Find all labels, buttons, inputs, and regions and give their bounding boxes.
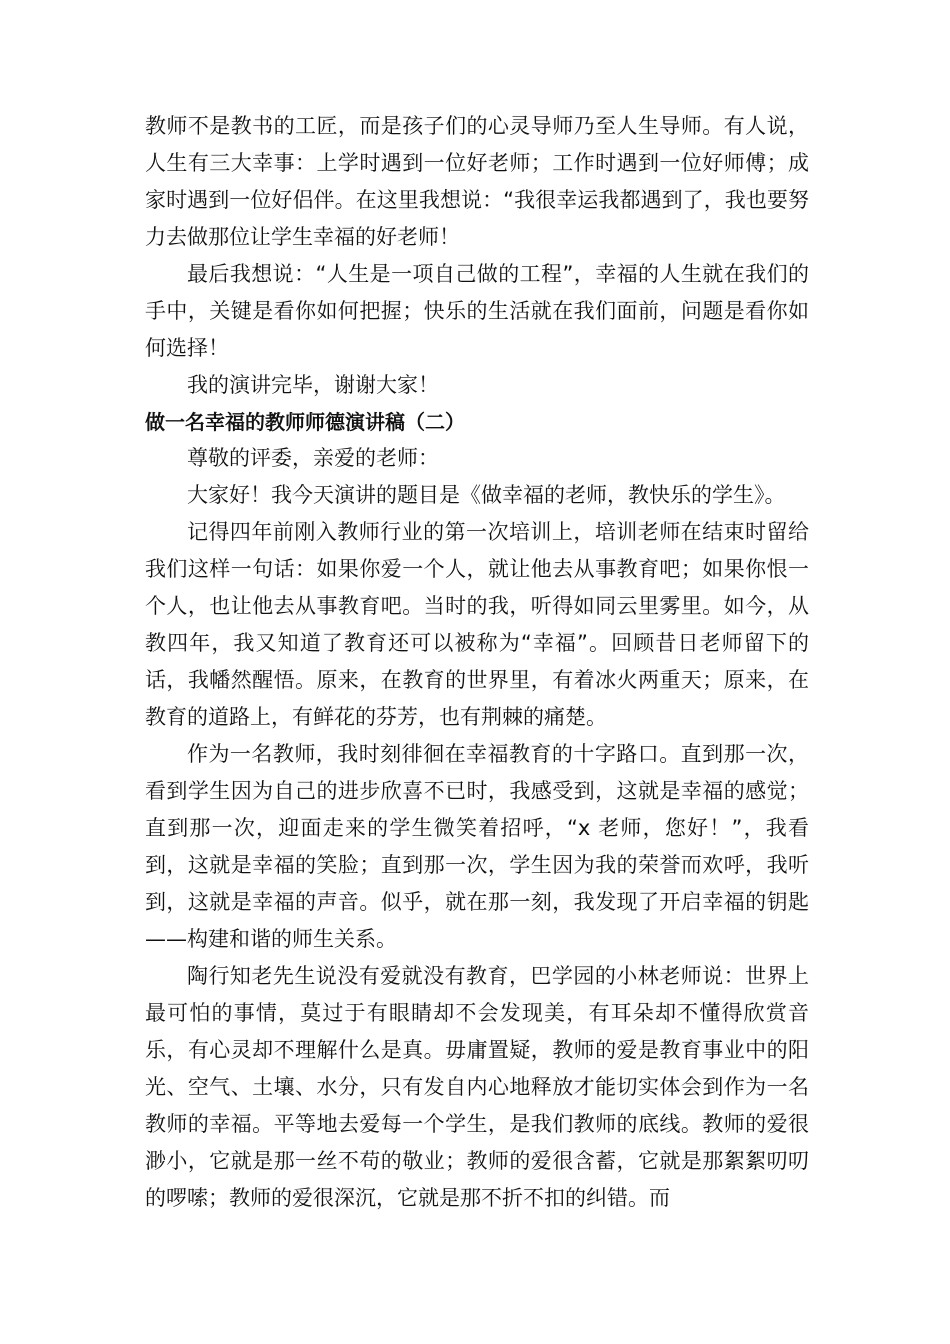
document-body [145, 108, 809, 1217]
paragraph-happiness-moments: 作为一名教师，我时刻徘徊在幸福教育的十字路口。直到那一次，看到学生因为自己的进步欣喜不已时，我感受到，这就是幸福的感觉；直到那一次，迎面走来的学生微笑着招呼，“x 老师，您好！”，我看到，这就是幸福的笑脸；直到那一次，学生因为我的荣誉而欢呼，我听到，这就是幸福的声音。似乎，就在那一刻，我发现了开启幸福的钥匙——构建和谐的师生关系。 [145, 742, 809, 951]
paragraph-speech-end: 我的演讲完毕，谢谢大家！ [187, 373, 439, 397]
section-heading: 做一名幸福的教师师德演讲稿（二） [145, 410, 465, 434]
paragraph-training-memory: 记得四年前刚入教师行业的第一次培训上，培训老师在结束时留给我们这样一句话：如果你爱一个人，就让他去从事教育吧；如果你恨一个人，也让他去从事教育吧。当时的我，听得如同云里雾里。如今，从教四年，我又知道了教育还可以被称为“幸福”。回顾昔日老师留下的话，我幡然醒悟。原来，在教育的世界里，有着冰火两重天；原来，在教育的道路上，有鲜花的芬芳，也有荆棘的痛楚。 [145, 520, 809, 729]
paragraph-greeting: 尊敬的评委，亲爱的老师： [187, 446, 439, 470]
paragraph-teacher-love: 陶行知老先生说没有爱就没有教育，巴学园的小林老师说：世界上最可怕的事情，莫过于有眼睛却不会发现美，有耳朵却不懂得欣赏音乐，有心灵却不理解什么是真。毋庸置疑，教师的爱是教育事业中的阳光、空气、土壤、水分，只有发自内心地释放才能切实体会到作为一名教师的幸福。平等地去爱每一个学生，是我们教师的底线。教师的爱很渺小，它就是那一丝不苟的敬业；教师的爱很含蓄，它就是那絮絮叨叨的啰嗦；教师的爱很深沉，它就是那不折不扣的纠错。而 [145, 964, 809, 1210]
paragraph-teacher-role: 教师不是教书的工匠，而是孩子们的心灵导师乃至人生导师。有人说，人生有三大幸事：上学时遇到一位好老师；工作时遇到一位好师傅；成家时遇到一位好侣伴。在这里我想说：“我很幸运我都遇到了，我也要努力去做那位让学生幸福的好老师！ [145, 114, 809, 249]
paragraph-closing-thought: 最后我想说：“人生是一项自己做的工程”，幸福的人生就在我们的手中，关键是看你如何把握；快乐的生活就在我们面前，问题是看你如何选择！ [145, 262, 809, 360]
paragraph-speech-title: 大家好！我今天演讲的题目是《做幸福的老师，教快乐的学生》。 [187, 483, 786, 507]
